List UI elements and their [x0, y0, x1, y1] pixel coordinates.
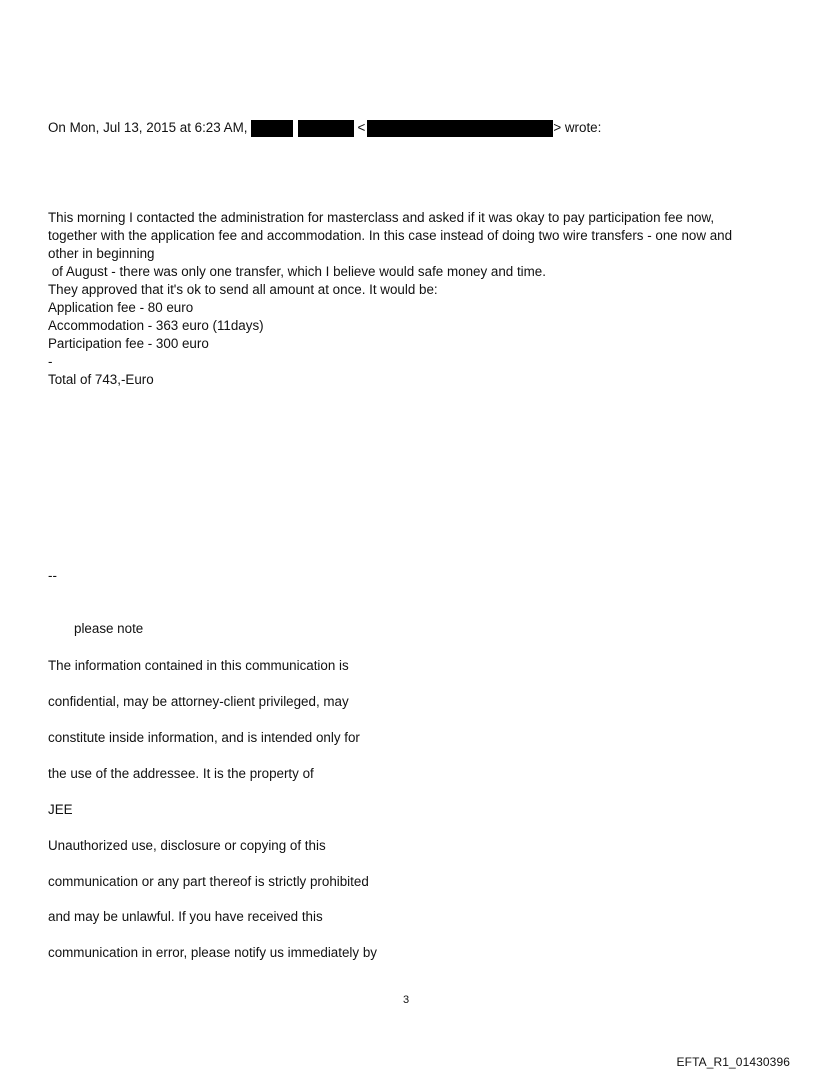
message-line: This morning I contacted the administration for masterclass and asked if it was okay to pay participation fee now,	[48, 210, 715, 225]
signature-separator: --	[48, 568, 57, 583]
disclaimer-line: confidential, may be attorney-client privileged, may	[48, 694, 349, 709]
redacted-sender-first-name	[251, 120, 293, 137]
message-line: other in beginning	[48, 246, 155, 261]
message-line: together with the application fee and accommodation. In this case instead of doing two wire transfers - one now and	[48, 228, 733, 243]
disclaimer-line: the use of the addressee. It is the property of	[48, 766, 314, 781]
message-line: Participation fee - 300 euro	[48, 336, 209, 351]
redacted-sender-email	[367, 120, 553, 137]
document-id: EFTA_R1_01430396	[676, 1055, 790, 1069]
message-line: Total of 743,-Euro	[48, 372, 154, 387]
page-number: 3	[403, 994, 410, 1006]
redacted-sender-last-name	[298, 120, 354, 137]
message-body	[48, 209, 768, 389]
disclaimer-line: and may be unlawful. If you have received this	[48, 909, 323, 924]
message-line: Accommodation - 363 euro (11days)	[48, 318, 264, 333]
disclaimer-line: Unauthorized use, disclosure or copying of this	[48, 838, 326, 853]
message-line: They approved that it's ok to send all amount at once. It would be:	[48, 282, 438, 297]
note-title: please note	[74, 621, 144, 636]
disclaimer-line: constitute inside information, and is intended only for	[48, 730, 360, 745]
message-line: Application fee - 80 euro	[48, 300, 194, 315]
disclaimer-line: The information contained in this communication is	[48, 658, 349, 673]
reply-header-prefix: On Mon, Jul 13, 2015 at 6:23 AM,	[48, 120, 248, 135]
email-open-bracket: <	[357, 120, 366, 135]
message-line: -	[48, 354, 53, 369]
disclaimer-line: communication or any part thereof is strictly prohibited	[48, 874, 369, 889]
disclaimer-line: communication in error, please notify us immediately by	[48, 945, 377, 960]
reply-header-suffix: > wrote:	[553, 120, 602, 135]
message-line: of August - there was only one transfer, which I believe would safe money and time.	[48, 264, 546, 279]
disclaimer-line: JEE	[48, 802, 73, 817]
reply-header	[48, 119, 601, 137]
